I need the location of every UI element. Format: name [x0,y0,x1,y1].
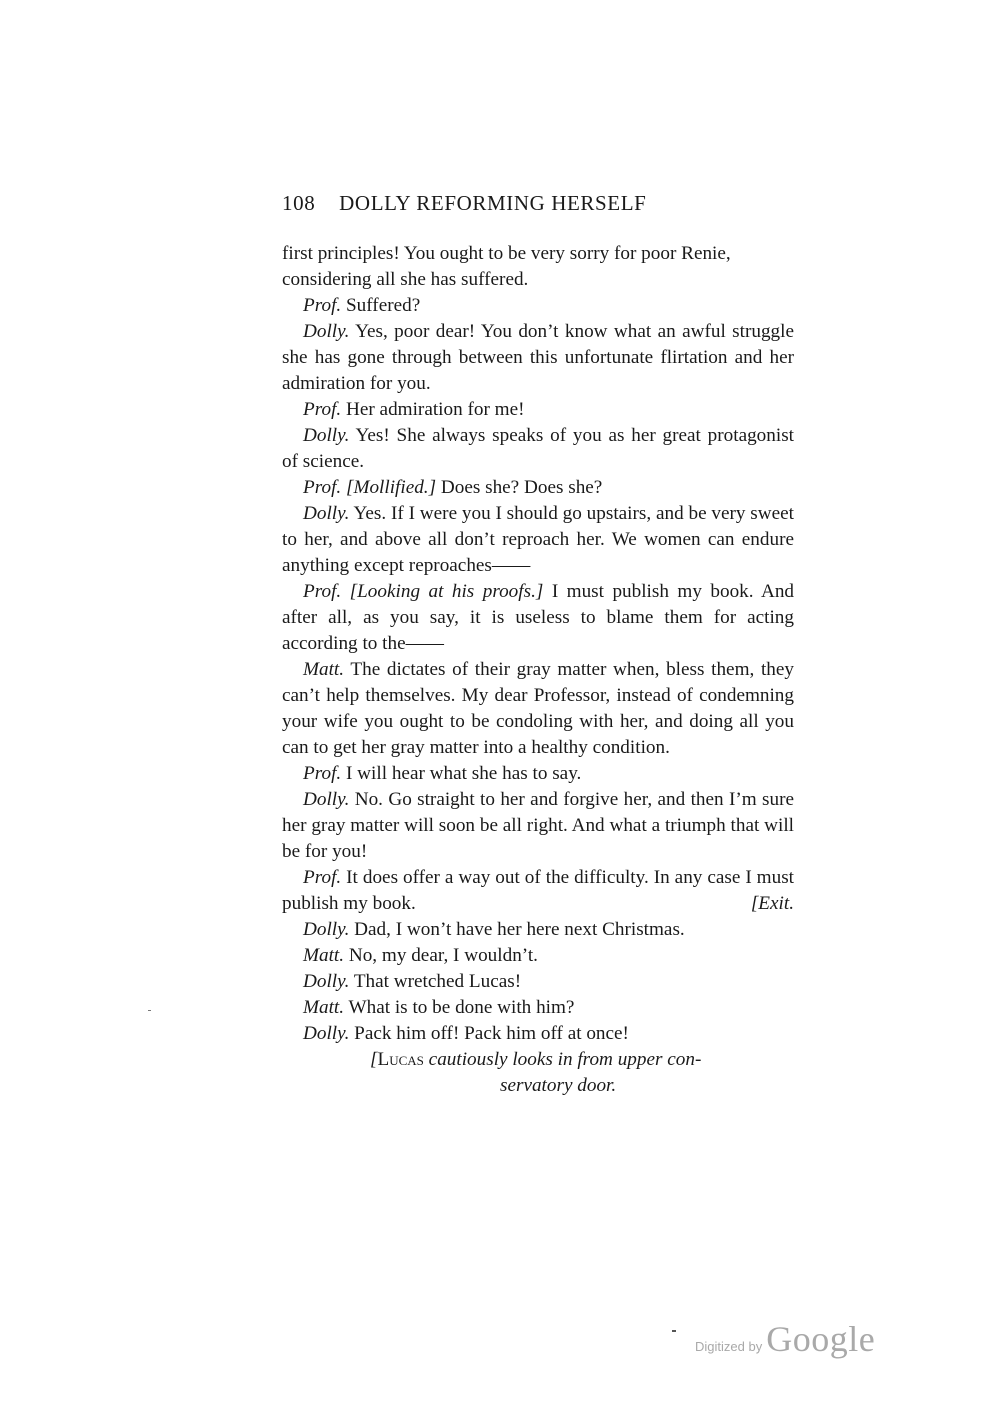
running-header [282,190,802,216]
watermark-logo: Google [766,1319,876,1359]
speaker-name: Dolly. [303,321,350,342]
dialogue-line [282,657,794,761]
dialogue-line [282,761,794,787]
dialogue-line [282,943,794,969]
line-text: I must publish my book. And after all, as you say, it is useless to blame them for acting according to the—— [282,581,795,654]
speaker-name: Prof. [303,581,342,602]
speaker-name: Dolly. [303,789,350,810]
dialogue-line [282,293,794,319]
dialogue-line [282,1021,794,1047]
stage-direction-line-2: servatory door. [500,1075,617,1096]
dialogue-line [282,423,794,475]
speaker-name: Prof. [303,399,342,420]
line-text: Yes. If I were you I should go upstairs, and be very sweet to her, and above all don’t reproach her. We women can endure anything except reproaches—— [282,503,794,576]
line-text: That wretched Lucas! [353,971,522,992]
page-number: 108 [282,191,316,215]
scan-speck [672,1330,676,1332]
line-text: The dictates of their gray matter when, bless them, they can’t help themselves. My dear Professor, instead of condemning your wife you ought to be condoling with her, and doing all you can to get her gray matter into a healthy condition. [282,659,794,758]
speaker-name: Prof. [303,477,342,498]
speaker-name: Matt. [303,659,345,680]
dialogue-line [282,917,794,943]
line-text: Dad, I won’t have her here next Christmas. [354,919,685,940]
line-text: Pack him off! Pack him off at once! [354,1023,629,1044]
scan-speck [148,1010,151,1011]
line-text: Yes, poor dear! You don’t know what an awful struggle she has gone through between this unfortunate flirtation and her admiration for you. [282,321,794,394]
dialogue-line [282,969,794,995]
stage-direction-line-1: cautiously looks in from upper con- [428,1049,702,1070]
speaker-name: Prof. [303,867,342,888]
dialogue-line [282,865,794,917]
speaker-name: Dolly. [303,971,350,992]
stage-direction-inline: [Looking at his proofs.] [349,581,544,602]
line-text: Suffered? [346,295,421,316]
exit-direction: [Exit. [750,893,794,914]
dialogue-line [282,319,794,397]
speaker-name: Prof. [303,295,342,316]
stage-bracket: [ [370,1049,378,1070]
line-text: first principles! You ought to be very sorry for poor Renie, considering all she has suffered. [282,243,731,290]
dialogue-line [282,995,794,1021]
line-text: What is to be done with him? [348,997,575,1018]
speaker-name: Dolly. [303,425,350,446]
line-text: Does she? Does she? [440,477,603,498]
dialogue-line [282,397,794,423]
line-text: No, my dear, I wouldn’t. [348,945,538,966]
line-text: I will hear what she has to say. [346,763,582,784]
speaker-name: Dolly. [303,1023,350,1044]
dialogue-line [282,501,794,579]
stage-direction-inline: [Mollified.] [346,477,437,498]
play-text [282,241,794,1099]
stage-direction [282,1047,794,1099]
line-text: It does offer a way out of the difficulty. In any case I must publish my book. [282,867,794,914]
speaker-name: Dolly. [303,503,350,524]
watermark-prefix: Digitized by [695,1339,763,1354]
dialogue-line [282,787,794,865]
dialogue-line [282,579,794,657]
dialogue-line [282,241,794,293]
speaker-name: Prof. [303,763,342,784]
line-text: No. Go straight to her and forgive her, and then I’m sure her gray matter will soon be all right. And what a triumph that will be for you! [282,789,794,862]
digitization-watermark [695,1318,875,1360]
speaker-name: Matt. [303,997,345,1018]
line-text: Her admiration for me! [346,399,525,420]
dialogue-line [282,475,794,501]
speaker-name: Matt. [303,945,345,966]
speaker-name: Dolly. [303,919,350,940]
running-title: DOLLY REFORMING HERSELF [339,191,647,215]
character-name: Lucas [377,1049,424,1070]
line-text: Yes! She always speaks of you as her great protagonist of science. [282,425,794,472]
